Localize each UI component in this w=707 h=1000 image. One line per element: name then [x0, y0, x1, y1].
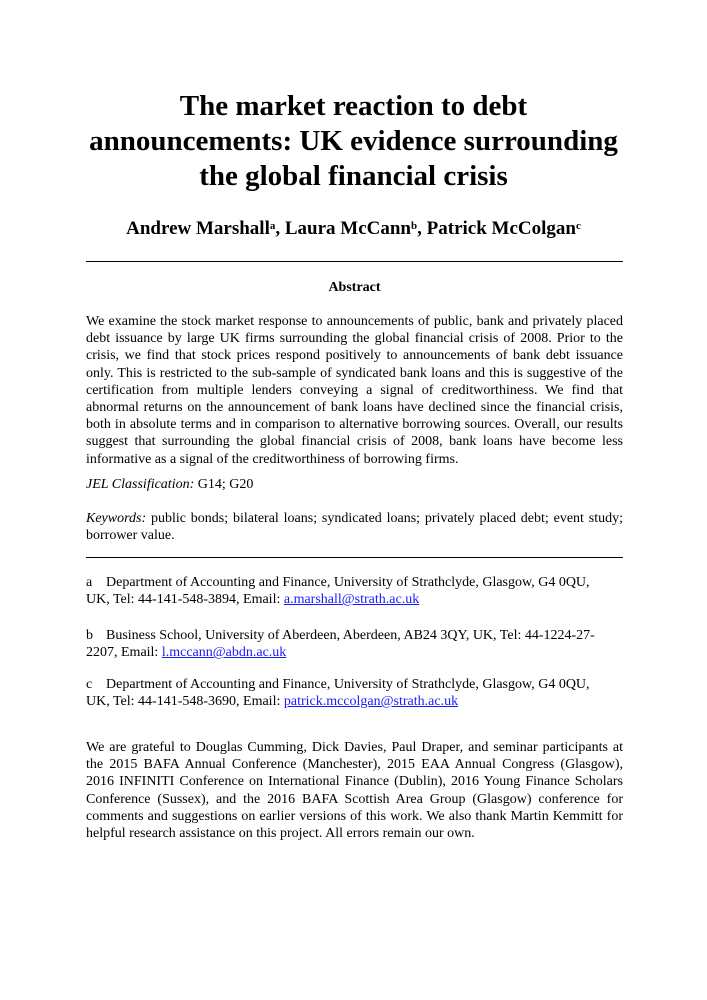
- email-link[interactable]: l.mccann@abdn.ac.uk: [161, 645, 287, 661]
- affiliation-line: [86, 693, 623, 710]
- divider: [86, 557, 623, 558]
- author-list: Andrew Marshall$^a$, Laura McCann$^b$, Patrick McColgan$^c$: [126, 218, 581, 239]
- keywords-line: borrower value.: [86, 528, 175, 544]
- email-link[interactable]: patrick.mccolgan@strath.ac.uk: [283, 694, 459, 710]
- acknowledgement-line: We are grateful to Douglas Cumming, Dick Davies, Paul Draper, and seminar participants at: [86, 740, 623, 755]
- affiliation-b: [86, 627, 623, 661]
- acknowledgement-line: comments and suggestions on earlier versions of this work. We also thank Martin Kemmitt for: [86, 808, 623, 824]
- acknowledgement-line: Conference (Sussex), and the 2016 BAFA Scottish Area Group (Glasgow) conference for: [86, 791, 623, 807]
- abstract-heading: Abstract: [328, 280, 381, 295]
- author-name: Andrew Marshall: [126, 218, 270, 239]
- email-link[interactable]: a.marshall@strath.ac.uk: [283, 592, 420, 608]
- keywords-label: Keywords:: [86, 511, 147, 526]
- keywords-line: [86, 510, 623, 527]
- affiliation-text: Business School, University of Aberdeen, Aberdeen, AB24 3QY, UK, Tel: 44-1224-27-: [106, 628, 595, 643]
- acknowledgement: [86, 739, 623, 842]
- abstract-text: [86, 313, 623, 468]
- abstract-line: both in absolute terms and in comparison to alternative borrowing sources. Overall, our results: [86, 417, 623, 433]
- abstract-line: only. This is restricted to the sub-sample of syndicated bank loans and this is suggestive of the: [86, 365, 623, 381]
- affiliation-line: [86, 591, 623, 608]
- affiliation-letter: a: [86, 575, 93, 590]
- paper-title: [60, 89, 647, 194]
- jel-value: G14; G20: [197, 477, 254, 492]
- author-name: Patrick McColgan: [426, 218, 576, 239]
- affiliation-line: [86, 627, 623, 644]
- acknowledgement-line: helpful research assistance on this project. All errors remain our own.: [86, 826, 475, 842]
- title-line: announcements: UK evidence surrounding: [89, 125, 618, 157]
- jel-label: JEL Classification:: [86, 477, 195, 492]
- abstract-line: crisis, we find that stock prices respond positively to announcements of bank debt issuance: [86, 348, 623, 364]
- author-affiliation-mark: a: [269, 220, 276, 232]
- acknowledgement-line: the 2015 BAFA Annual Conference (Manchester), 2015 EAA Annual Congress (Glasgow),: [86, 757, 623, 773]
- keywords: [86, 510, 623, 544]
- author-affiliation-mark: c: [575, 220, 581, 232]
- affiliation-text: Department of Accounting and Finance, University of Strathclyde, Glasgow, G4 0QU,: [106, 677, 590, 692]
- abstract-line: suggest that surrounding the global financial crisis of 2008, bank loans have become less: [86, 434, 623, 450]
- divider: [86, 261, 623, 262]
- affiliation-line: [86, 574, 623, 591]
- title-line: The market reaction to debt: [179, 90, 528, 122]
- keywords-text: public bonds; bilateral loans; syndicated loans; privately placed debt; event study;: [150, 511, 623, 526]
- abstract-line: informative as a signal of the creditworthiness of borrowing firms.: [86, 451, 459, 467]
- affiliation-a: [86, 574, 623, 608]
- abstract-line: We examine the stock market response to announcements of public, bank and privately placed: [86, 314, 623, 329]
- author-affiliation-mark: b: [411, 220, 418, 232]
- abstract-line: certification from multiple lenders conveying a signal of creditworthiness. We find that: [86, 382, 623, 398]
- affiliation-text: Department of Accounting and Finance, University of Strathclyde, Glasgow, G4 0QU,: [106, 575, 590, 590]
- abstract-line: abnormal returns on the announcement of bank loans have declined since the financial crisis,: [86, 400, 623, 416]
- author-name: Laura McCann: [284, 218, 412, 239]
- affiliation-contact: UK, Tel: 44-141-548-3690, Email:: [86, 694, 284, 710]
- affiliation-line: [86, 676, 623, 693]
- affiliation-contact: 2207, Email:: [86, 645, 162, 661]
- affiliation-contact: UK, Tel: 44-141-548-3894, Email:: [86, 592, 284, 608]
- affiliation-letter: c: [86, 677, 93, 692]
- title-line: the global financial crisis: [199, 160, 508, 192]
- affiliation-line: [86, 644, 623, 661]
- jel-classification: [86, 476, 623, 493]
- acknowledgement-line: 2016 INFINITI Conference on International Finance (Dublin), 2016 Young Finance Scholars: [86, 774, 623, 790]
- affiliation-c: [86, 676, 623, 710]
- affiliation-letter: b: [86, 628, 93, 643]
- abstract-line: debt issuance by large UK firms surrounding the global financial crisis of 2008. Prior to the: [86, 331, 623, 347]
